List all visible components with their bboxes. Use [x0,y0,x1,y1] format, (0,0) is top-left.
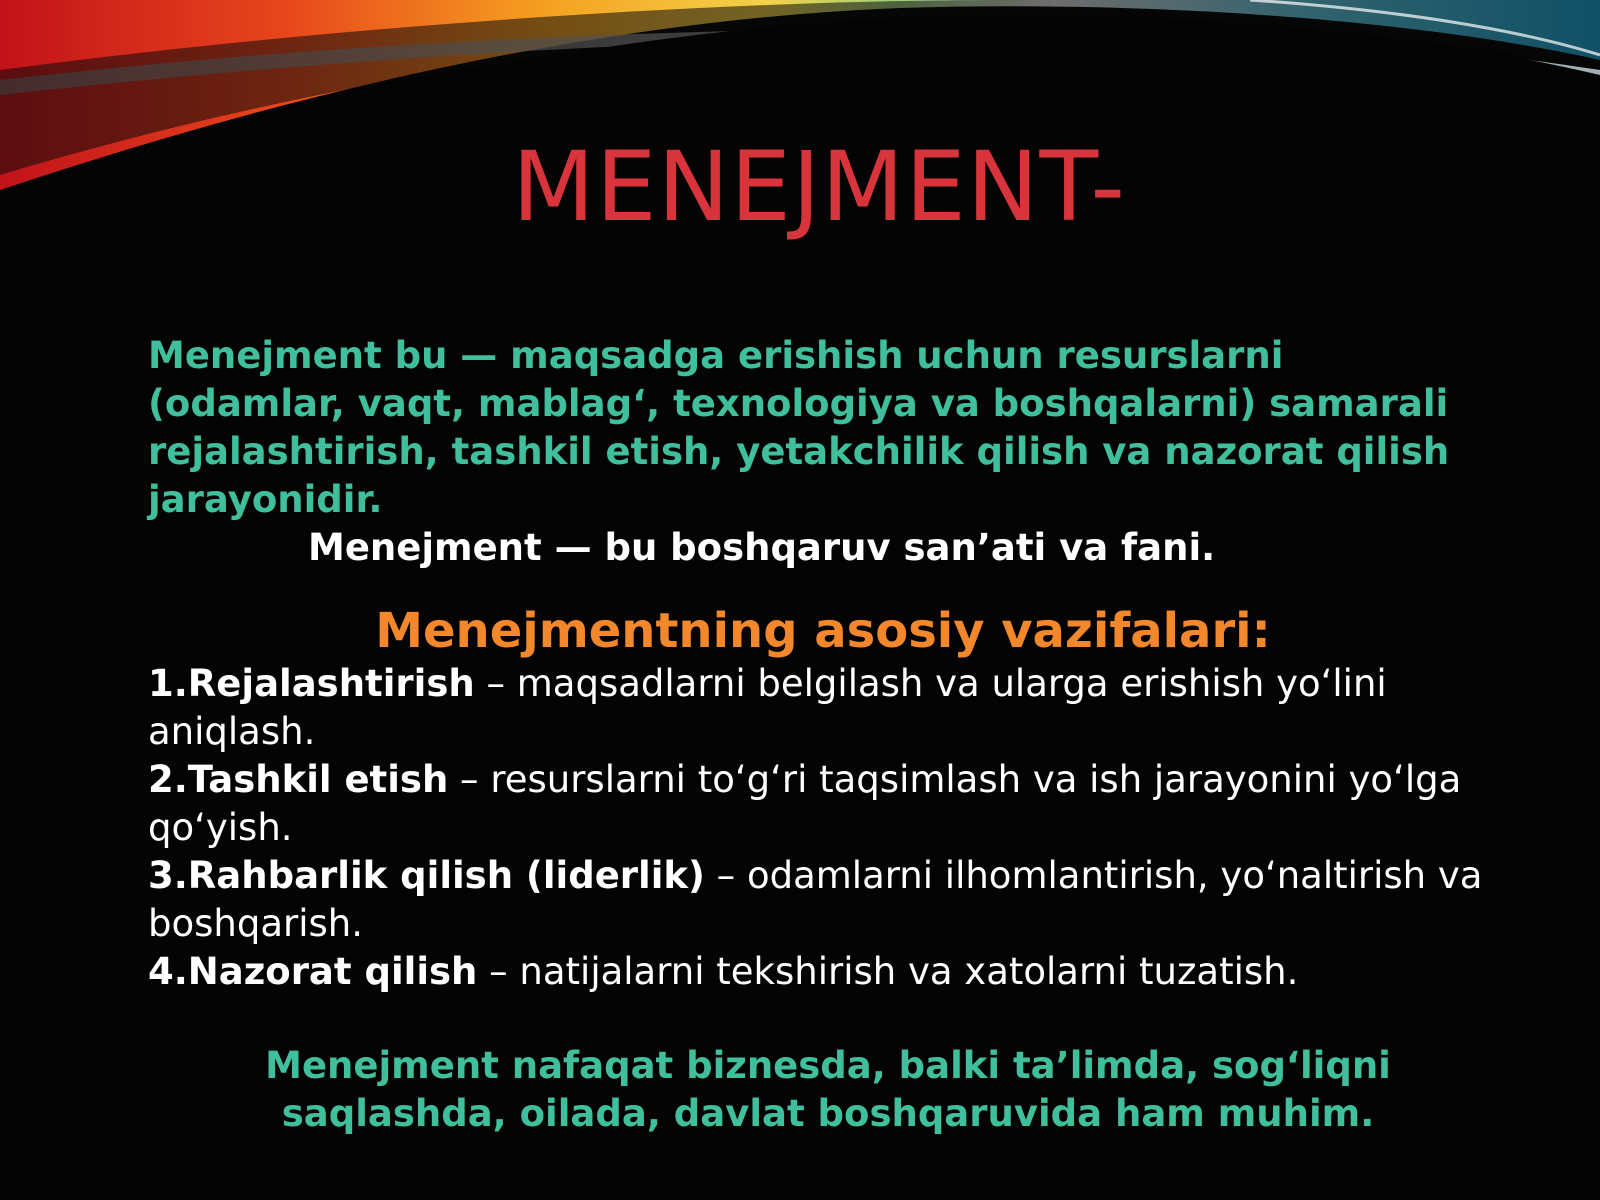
slide-content [148,332,1488,1138]
task-name: 1.Rejalashtirish [148,662,475,705]
task-separator: – [704,854,747,897]
task-separator: – [477,950,520,993]
task-item [148,948,1488,996]
task-item [148,756,1488,852]
task-item [148,852,1488,948]
task-description: maqsadlarni belgilash va ularga erishish yo‘lini aniqlash. [148,662,1387,753]
closing-statement: Menejment nafaqat biznesda, balki ta’limda, sog‘liqni saqlashda, oilada, davlat boshqaruvida ham muhim. [265,1044,1391,1135]
definition-paragraph: Menejment bu — maqsadga erishish uchun resurslarni (odamlar, vaqt, mablag‘, texnologiya va boshqalarni) samarali rejalashtirish, tashkil etish, yetakchilik qilish va nazorat qilish jarayonidir. [148,334,1450,521]
task-name: 4.Nazorat qilish [148,950,478,993]
task-name: 3.Rahbarlik qilish (liderlik) [148,854,705,897]
tasks-heading: Menejmentning asosiy vazifalari: [375,603,1271,659]
task-name: 2.Tashkil etish [148,758,449,801]
task-description: resurslarni to‘g‘ri taqsimlash va ish jarayonini yo‘lga qo‘yish. [148,758,1462,849]
slide-title: MENEJMENT- [511,131,1127,243]
task-description: natijalarni tekshirish va xatolarni tuzatish. [519,950,1299,993]
tasks-list [148,660,1488,996]
task-item [148,660,1488,756]
task-description: odamlarni ilhomlantirish, yo‘naltirish va boshqarish. [148,854,1483,945]
task-separator: – [448,758,491,801]
tagline: Menejment — bu boshqaruv san’ati va fani. [308,526,1216,569]
task-separator: – [474,662,517,705]
